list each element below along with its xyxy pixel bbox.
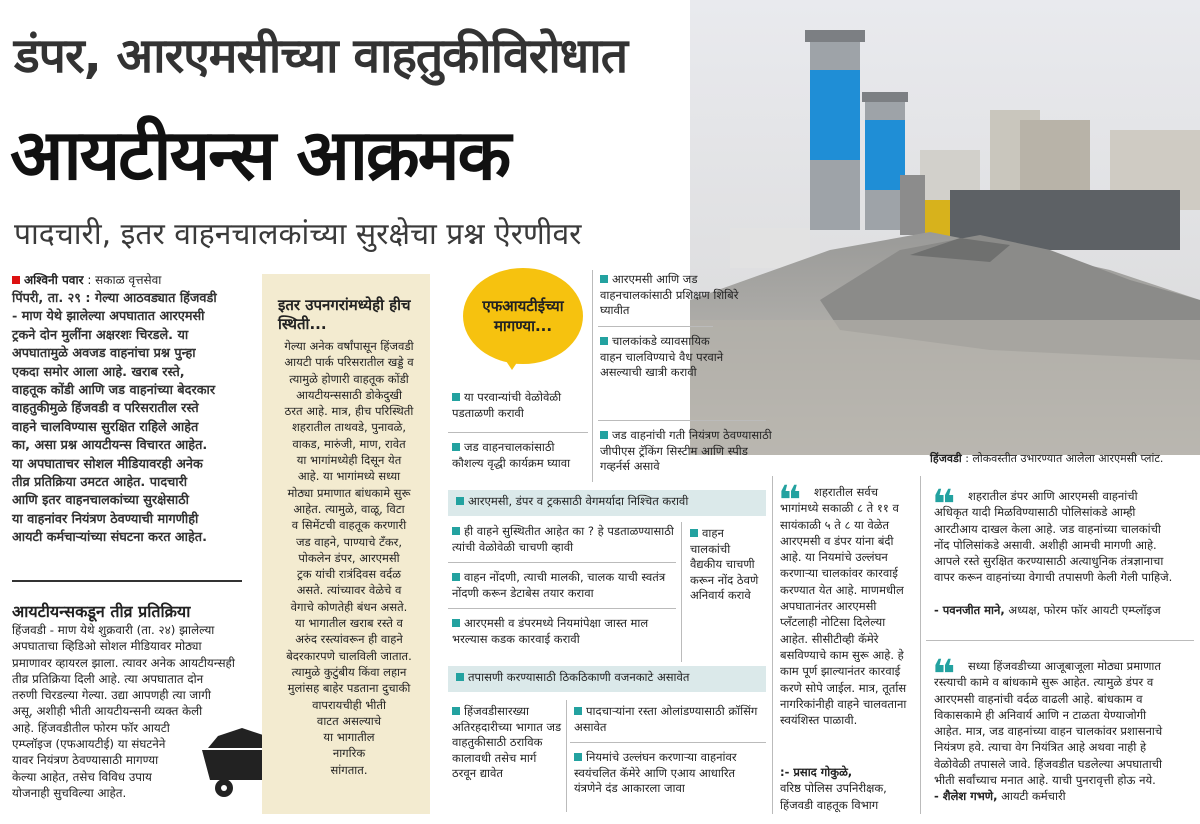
- lead-line: या अपघाताचर सोशल मीडियावरही अनेक: [12, 456, 203, 472]
- demand-band: [448, 490, 766, 516]
- sidebar-line: आहे. या भागांमध्ये सध्या: [297, 469, 401, 484]
- column-divider: [681, 522, 682, 662]
- demand-item: [600, 428, 775, 475]
- quote-3-attribution: [934, 788, 1184, 804]
- demand-text: वाहन नोंदणी, त्याची मालकी, चालक याची स्वतंत्र नोंदणी करून डेटाबेस तयार करावा: [452, 570, 666, 600]
- sidebar-line: मुलांसह बाहेर पडताना दुचाकी: [287, 681, 411, 696]
- quote-1-text: शहरातील सर्वच भागांमध्ये सकाळी ८ ते ११ व सायंकाळी ५ ते ८ या वेळेत आरएमसी व डंपर यांना बंदी आहे. या नियमांचे उल्लंघन करणाऱ्या चालकांवर कारवाई करण्यात येत आहे. माणमधील अपघातानंतर आरएमसी प्लँटलाही नोटिसा दिलेल्या आहेत. सीसीटीव्ही कॅमेरे बसविण्याचे काम सुरू आहे. हे काम पूर्ण झाल्यानंतर कारवाई करणे सोपे जाईल. मात्र, तूर्तास नागरिकांनीही वाहने चालवताना स्वयंशिस्त पाळावी.: [780, 485, 907, 728]
- sidebar-line: वाकड, मारुंजी, माण, रावेत: [292, 436, 406, 451]
- divider: [570, 742, 766, 743]
- demands-bubble: [463, 268, 583, 364]
- sidebar-line: व सिमेंटची वाहतूक करणारी: [291, 518, 407, 533]
- photo-caption: [930, 451, 1195, 466]
- lead-line: एकदा समोर आला आहे. खराब रस्ते,: [12, 364, 185, 380]
- bullet-icon: [452, 527, 460, 535]
- sidebar-line: नागरिक: [332, 746, 366, 761]
- demand-text: आरएमसी, डंपर व ट्रकसाठी वेगमर्यादा निश्चित करावी: [468, 494, 689, 508]
- column-divider: [566, 700, 567, 812]
- bullet-icon: [574, 707, 582, 715]
- sidebar-line: या भागांमध्येही दिसून येत: [296, 453, 402, 468]
- demand-band: [448, 666, 766, 692]
- byline-marker: [12, 276, 20, 284]
- column-divider: [772, 476, 773, 814]
- story-line: योजनाही सुचविल्या आहेत.: [12, 785, 127, 800]
- quote-1-attribution: [780, 764, 910, 813]
- quote-2-attribution: [934, 602, 1184, 618]
- caption-place: हिंजवडी: [930, 452, 962, 465]
- demand-item: [600, 272, 750, 319]
- bullet-icon: [456, 497, 464, 505]
- quote-mark-icon: ❝: [932, 652, 956, 698]
- quote-1-dept: हिंजवडी वाहतूक विभाग: [780, 797, 879, 812]
- lead-line: ट्रकने दोन मुलींना अक्षरशः चिरडले. या: [12, 327, 189, 343]
- sidebar-line: बेदरकारपणे चालविली जातात.: [286, 648, 412, 663]
- demand-text: जड वाहनचालकांसाठी कौशल्य वृद्धी कार्यक्रम घ्यावा: [452, 440, 571, 470]
- demand-text: पादचाऱ्यांना रस्ता ओलांडण्यासाठी क्रॉसिंग असावेत: [574, 704, 758, 734]
- sidebar-line: अरुंद रस्त्यांवरून ही वाहने: [295, 632, 403, 647]
- rmc-plant-photo: [690, 0, 1200, 455]
- demand-text: ही वाहने सुस्थितीत आहेत का ? हे पडताळण्यासाठी त्यांची वेळोवेळी चाचणी व्हावी: [452, 524, 674, 554]
- demand-text: वाहन चालकांची वैद्यकीय चाचणी करून नोंद ठेवणे अनिवार्य करावे: [690, 526, 759, 602]
- demand-item: [452, 524, 677, 555]
- lead-line: तीव्र प्रतिक्रिया उमटत आहेत. पादचारी: [12, 475, 188, 491]
- demand-item: [690, 526, 764, 604]
- demand-item: [452, 390, 588, 421]
- sidebar-line: त्यामुळे होणारी वाहतूक कोंडी: [289, 371, 409, 386]
- quote-1-role: वरिष्ठ पोलिस उपनिरीक्षक,: [780, 781, 887, 796]
- caption-text: : लोकवस्तीत उभारण्यात आलेला आरएमसी प्लांट.: [965, 452, 1164, 465]
- sidebar-line: गेल्या अनेक वर्षांपासून हिंजवडी: [284, 339, 414, 353]
- bullet-icon: [452, 619, 460, 627]
- bubble-line: एफआयटीईच्या: [482, 297, 564, 315]
- bubble-tail: [500, 352, 524, 370]
- sidebar-line: मोठ्या प्रमाणात बांधकामे सुरू: [287, 485, 411, 500]
- quote-1-author: :- प्रसाद गोकुळे,: [780, 765, 853, 779]
- sidebar-line: पोकलेन डंपर, आरएमसी: [298, 550, 400, 565]
- byline: [12, 271, 161, 288]
- sidebar-line: या भागातील खराब रस्ते व: [295, 616, 403, 631]
- demand-item: [600, 334, 728, 381]
- divider: [448, 562, 676, 563]
- sidebar-line: जड वाहने, पाण्याचे टँकर,: [295, 534, 403, 549]
- headline-deck: पादचारी, इतर वाहनचालकांच्या सुरक्षेचा प्रश्न ऐरणीवर: [14, 217, 582, 252]
- sidebar-line: वाटत असल्याचे: [316, 713, 382, 728]
- byline-source: : सकाळ वृत्तसेवा: [87, 273, 162, 287]
- story-line: तीव्र प्रतिक्रिया दिली आहे. त्या अपघातात दोन: [12, 671, 204, 686]
- lead-line: का, असा प्रश्न आयटीयन्स विचारत आहेत.: [12, 438, 208, 454]
- demand-text: तपासणी करण्यासाठी ठिकठिकाणी वजनकाटे असावेत: [468, 670, 690, 684]
- story-line: हिंजवडी - माण येथे शुक्रवारी (ता. २४) झालेल्या: [12, 623, 215, 637]
- demand-item: [574, 704, 764, 735]
- bullet-icon: [452, 573, 460, 581]
- sidebar-line: आयटीयन्ससाठी डोकेदुखी: [296, 387, 402, 402]
- column-divider: [920, 476, 921, 814]
- divider: [12, 580, 242, 582]
- divider: [448, 432, 588, 433]
- bullet-icon: [452, 707, 460, 715]
- bullet-icon: [456, 673, 464, 681]
- demand-text: आरएमसी व डंपरमध्ये नियमांपेक्षा जास्त माल भरल्यास कडक कारवाई करावी: [452, 616, 649, 646]
- lead-story: [12, 290, 242, 548]
- sidebar-line: आयटी पार्क परिसरातील खड्डे व: [284, 355, 414, 370]
- quote-3-author: - शैलेश गभणे,: [934, 789, 998, 803]
- demand-text: आरएमसी आणि जड वाहनचालकांसाठी प्रशिक्षण शिबिरे घ्यावीत: [600, 272, 739, 317]
- divider: [926, 640, 1194, 641]
- sidebar-line: वेगाचे कोणतेही बंधन असते.: [290, 599, 408, 614]
- lead-line: वाहने चालविण्यास सुरक्षित राहिले आहेत: [12, 419, 199, 435]
- sidebar-line: ठरत आहे. मात्र, हीच परिस्थिती: [284, 404, 414, 419]
- headline-kicker: डंपर, आरएमसीच्या वाहतुकीविरोधात: [14, 28, 628, 84]
- lead-line: - माण येथे झालेल्या अपघातात आरएमसी: [12, 309, 205, 325]
- demand-item: [452, 704, 562, 782]
- story-line: एम्प्लॉइज (एफआयटीई) या संघटनेने: [12, 737, 166, 752]
- sidebar-line: सांगतात.: [330, 762, 368, 777]
- quote-mark-icon: ❝: [778, 478, 802, 524]
- divider: [598, 420, 766, 421]
- story-line: केल्या आहेत, तसेच विविध उपाय: [12, 769, 152, 784]
- demand-item: [574, 750, 764, 797]
- sidebar-body: [270, 338, 428, 778]
- bullet-icon: [600, 337, 608, 345]
- lead-line: अपघातामुळे अवजड वाहनांचा प्रश्न पुन्हा: [12, 346, 196, 362]
- bullet-icon: [600, 431, 608, 439]
- story-line: असू, अशीही भीती आयटीयन्सनी व्यक्त केली: [12, 704, 203, 719]
- bullet-icon: [690, 529, 698, 537]
- second-story-title: आयटीयन्सकडून तीव्र प्रतिक्रिया: [12, 602, 191, 621]
- lead-line: आयटी कर्मचाऱ्यांच्या संघटना करत आहेत.: [12, 530, 207, 546]
- sidebar-line: असते. त्यांच्यावर वेळेचे व: [296, 583, 402, 598]
- lead-line: या वाहनांवर नियंत्रण ठेवण्याची मागणीही: [12, 511, 199, 527]
- sidebar-line: शहरातील ताथवडे, पुनावळे,: [291, 420, 406, 435]
- bullet-icon: [574, 753, 582, 761]
- story-line: प्रमाणावर व्हायरल झाला. त्यावर अनेक आयटीयन्सही: [12, 655, 235, 670]
- demand-text: हिंजवडीसारख्या अतिरहदारीच्या भागात जड वाहतुकीसाठी ठराविक कालावधी तसेच मार्ग ठरवून द्यावेत: [452, 704, 562, 780]
- sidebar-line: आहेत. त्यामुळे, वाळू, विटा: [293, 501, 405, 516]
- divider: [448, 608, 676, 609]
- story-line: आहे. हिंजवडीतील फोरम फॉर आयटी: [12, 720, 170, 735]
- demand-text: या परवान्यांची वेळोवेळी पडताळणी करावी: [452, 390, 562, 420]
- story-line: यावर नियंत्रण ठेवण्यासाठी मागण्या: [12, 753, 159, 768]
- byline-author: अश्विनी पवार: [24, 273, 84, 287]
- story-line: अपघाताचा व्हिडिओ सोशल मीडियावर मोठ्या: [12, 639, 202, 654]
- lead-line: आणि इतर वाहनचालकांच्या सुरक्षेसाठी: [12, 493, 189, 509]
- sidebar-line: वापरायचीही भीती: [312, 697, 386, 712]
- quote-2-text: शहरातील डंपर आणि आरएमसी वाहनांची अधिकृत यादी मिळविण्यासाठी पोलिसांकडे आम्ही आरटीआय दाखल केला आहे. जड वाहनांच्या चालकांची नोंद पोलिसांकडे असावी. अशीही आमची मागणी आहे. आपले रस्ते सुरक्षित करण्यासाठी अत्याधुनिक तंत्रज्ञानाचा वापर करून वाहनांच्या वेगाची तपासणी केली गेली पाहिजे.: [934, 489, 1173, 585]
- quote-2-author: - पवनजीत माने,: [934, 603, 1005, 617]
- sidebar-line: ट्रक यांची रात्रंदिवस वर्दळ: [296, 567, 402, 582]
- quote-3-text: सध्या हिंजवडीच्या आजूबाजूला मोठ्या प्रमाणात रस्त्याची कामे व बांधकामे सुरू आहेत. त्यामुळे डंपर व आरएमसी वाहनांची वर्दळ वाढली आहे. बांधकाम व विकासकामे ही अनिवार्य आणि न टाळता येण्याजोगी आहेत. मात्र, जड वाहनांच्या वाहन चालकांवर प्रशासनाचे नियंत्रण हवे. त्याचा वेग नियंत्रित आहे अथवा नाही हे वेळोवेळी तपासले जावे. हिंजवडीत घडलेल्या अपघाताची भीती सर्वांच्याच मनात आहे. याची पुनरावृत्ती होऊ नये.: [934, 659, 1163, 788]
- demand-item: [452, 570, 677, 601]
- demand-text: जड वाहनांची गती नियंत्रण ठेवण्यासाठी जीपीएस ट्रॅकिंग सिस्टीम आणि स्पीड गव्हर्नर्स असावे: [600, 428, 772, 473]
- quote-2-role: अध्यक्ष, फोरम फॉर आयटी एम्प्लॉइज: [1008, 603, 1161, 617]
- demand-item: [452, 616, 677, 647]
- lead-line: वाहतूक कोंडी आणि जड वाहनांच्या बेदरकार: [12, 383, 216, 399]
- sidebar-line: त्यामुळे कुटुंबीय किंवा लहान: [291, 664, 407, 679]
- quote-mark-icon: ❝: [932, 482, 956, 528]
- demand-text: चालकांकडे व्यावसायिक वाहन चालविण्याचे वैध परवाने असल्याची खात्री करावी: [600, 334, 724, 379]
- demand-text: नियमांचे उल्लंघन करणाऱ्या वाहनांवर स्वयंचलित कॅमेरे आणि एआय आधारित यंत्रणेने दंड आकारला जावा: [574, 750, 737, 795]
- bullet-icon: [452, 443, 460, 451]
- quote-3-role: आयटी कर्मचारी: [1001, 789, 1066, 803]
- lead-line: पिंपरी, ता. २९ : गेल्या आठवड्यात हिंजवडी: [12, 291, 217, 306]
- bullet-icon: [452, 393, 460, 401]
- column-divider: [592, 270, 593, 482]
- bubble-line: मागण्या...: [493, 317, 553, 335]
- lead-line: वाहतुकीमुळे हिंजवडी व परिसरातील रस्ते: [12, 401, 199, 417]
- divider: [598, 326, 713, 327]
- demand-item: [452, 440, 588, 471]
- sidebar-title: इतर उपनगरांमध्येही हीच स्थिती...: [278, 296, 411, 333]
- bullet-icon: [600, 275, 608, 283]
- story-line: तरुणी चिरडल्या गेल्या. उद्या आपणही त्या जागी: [12, 688, 211, 703]
- headline-main: आयटीयन्स आक्रमक: [10, 114, 510, 196]
- sidebar-line: या भागातील: [323, 730, 375, 745]
